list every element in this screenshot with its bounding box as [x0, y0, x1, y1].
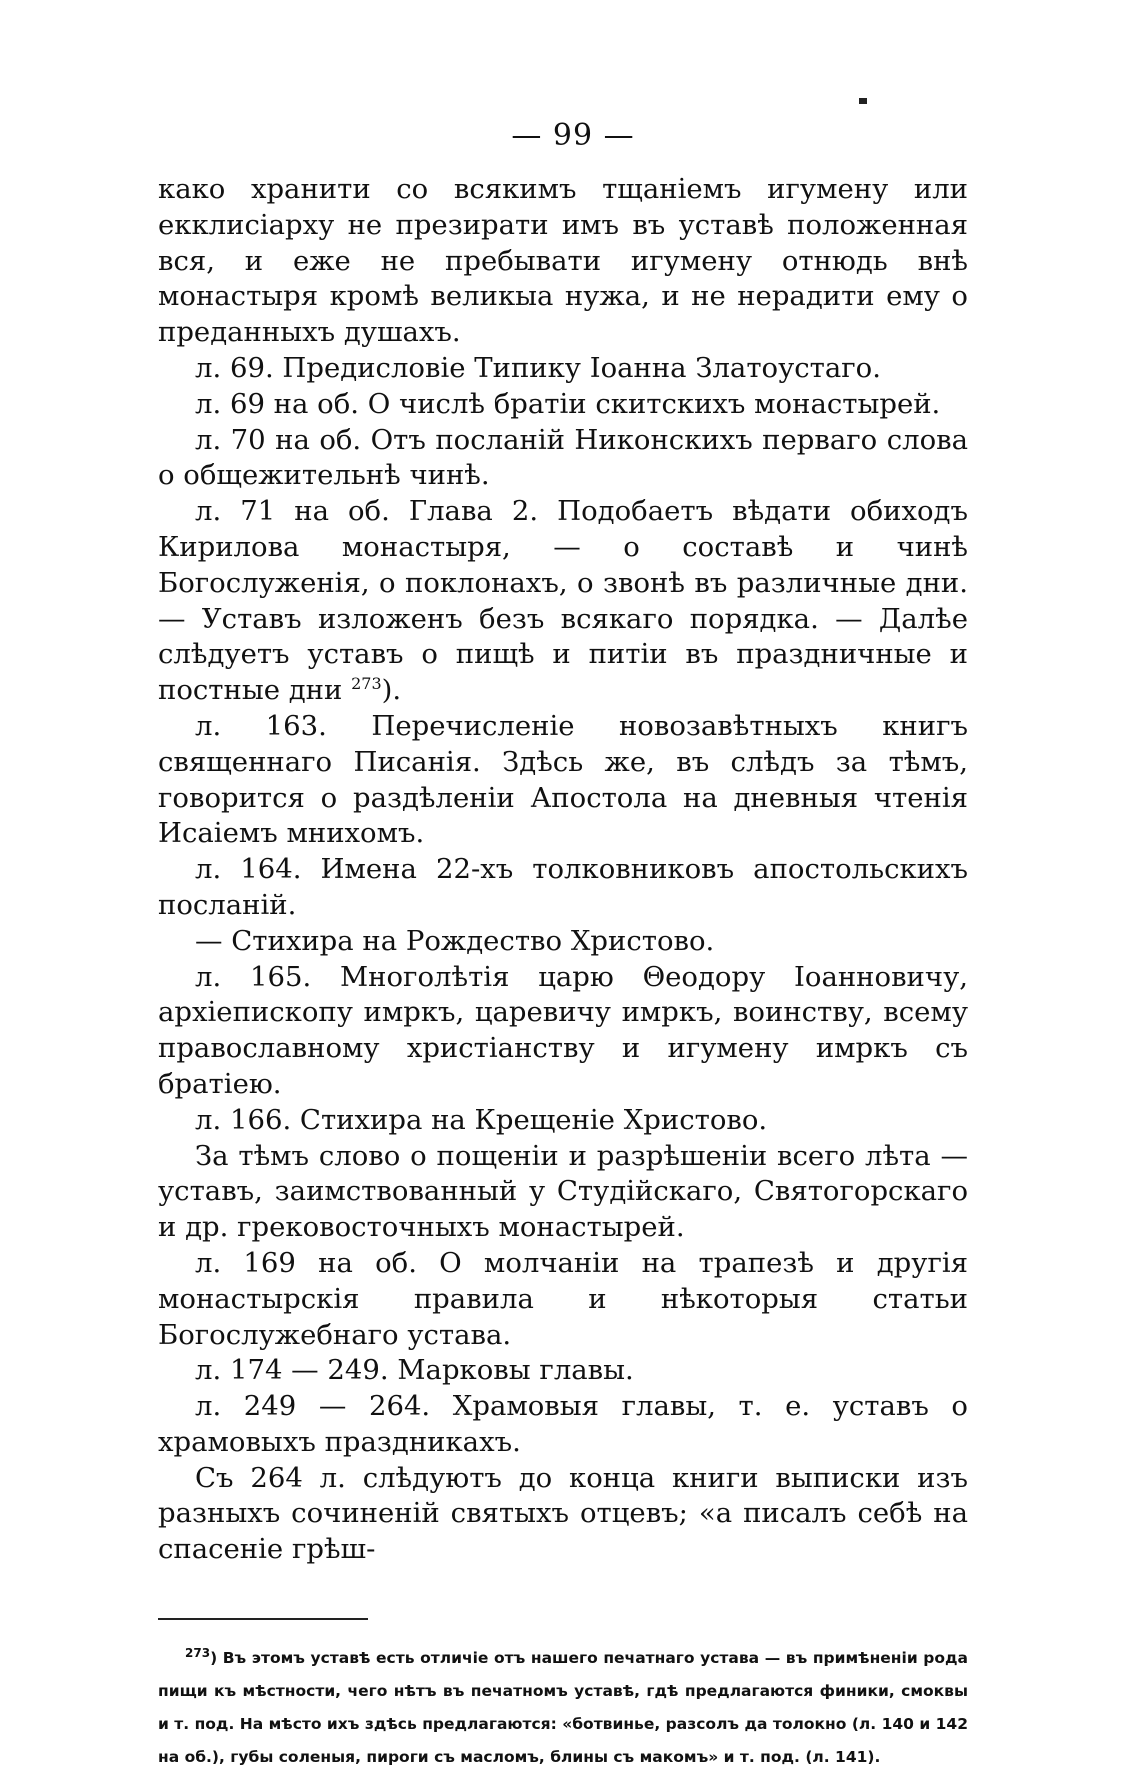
paragraph: л. 169 на об. О молчаніи на трапезѣ и другія монастырскія правила и нѣкоторыя статьи Богослужебнаго устава. — [158, 1246, 968, 1351]
footnote-text: ) Въ этомъ уставѣ есть отличіе отъ нашего печатнаго устава — въ примѣненіи рода пищи къ мѣстности, чего нѣтъ въ печатномъ уставѣ, гдѣ предлагаются финики, смоквы и т. под. На мѣсто ихъ здѣсь предлагаются: «ботвинье, разсолъ да толокно (л. 140 и 142 на об.), губы соленыя, пироги съ масломъ, блины съ макомъ» и т. под. (л. 141). — [158, 1649, 968, 1767]
footnote — [158, 1642, 968, 1774]
paragraph-text: л. 71 на об. Глава 2. Подобаетъ вѣдати обиходъ Кирилова монастыря, — о составѣ и чинѣ Богослуженія, о поклонахъ, о звонѣ въ различные дни. — Уставъ изложенъ безъ всякаго порядка. — Далѣе слѣдуетъ уставъ о пищѣ и питіи въ праздничные и постные дни — [158, 495, 968, 707]
paragraph: л. 163. Перечисленіе новозавѣтныхъ книгъ священнаго Писанія. Здѣсь же, въ слѣдъ за тѣмъ, говорится о раздѣленіи Апостола на дневныя чтенія Исаіемъ мнихомъ. — [158, 709, 968, 850]
paragraph: — Стихира на Рождество Христово. — [195, 924, 715, 957]
paragraph: л. 249 — 264. Храмовыя главы, т. е. уставъ о храмовыхъ праздникахъ. — [158, 1390, 968, 1458]
paragraph: л. 174 — 249. Марковы главы. — [195, 1354, 634, 1387]
paragraph: л. 69. Предисловіе Типику Іоанна Златоустаго. — [195, 351, 881, 384]
book-page — [158, 118, 968, 1774]
paragraph: л. 165. Многолѣтія царю Θеодору Іоанновичу, архіепископу имркъ, царевичу имркъ, воинству, всему православному христіанству и игумену имркъ съ братіею. — [158, 960, 968, 1100]
footnote-divider — [158, 1618, 368, 1620]
paragraph: За тѣмъ слово о пощеніи и разрѣшеніи всего лѣта — уставъ, заимствованный у Студійскаго, Святогорскаго и др. грековосточныхъ монастырей. — [158, 1139, 968, 1244]
footnote-reference: 273 — [351, 674, 382, 693]
paragraph — [158, 494, 968, 709]
page-number: — 99 — — [511, 118, 635, 153]
paragraph: л. 69 на об. О числѣ братіи скитскихъ монастырей. — [195, 387, 941, 420]
print-speck — [859, 98, 867, 104]
paragraph: л. 70 на об. Отъ посланій Никонскихъ перваго слова о общежительнѣ чинѣ. — [158, 423, 968, 492]
paragraph: како хранити со всякимъ тщаніемъ игумену или екклисіарху не презирати имъ въ уставѣ положенная вся, и еже не пребывати игумену отнюдь внѣ монастыря кромѣ великыа нужа, и не нерадити ему о преданныхъ душахъ. — [158, 173, 968, 349]
paragraph: л. 164. Имена 22-хъ толковниковъ апостольскихъ посланій. — [158, 853, 968, 921]
main-text — [158, 172, 968, 1568]
paragraph-text-end: ). — [381, 674, 402, 707]
paragraph: л. 166. Стихира на Крещеніе Христово. — [195, 1103, 768, 1136]
footnote-number: 273 — [185, 1645, 211, 1660]
paragraph: Съ 264 л. слѣдуютъ до конца книги выписки изъ разныхъ сочиненій святыхъ отцевъ; «а писалъ себѣ на спасеніе грѣш- — [158, 1461, 968, 1566]
